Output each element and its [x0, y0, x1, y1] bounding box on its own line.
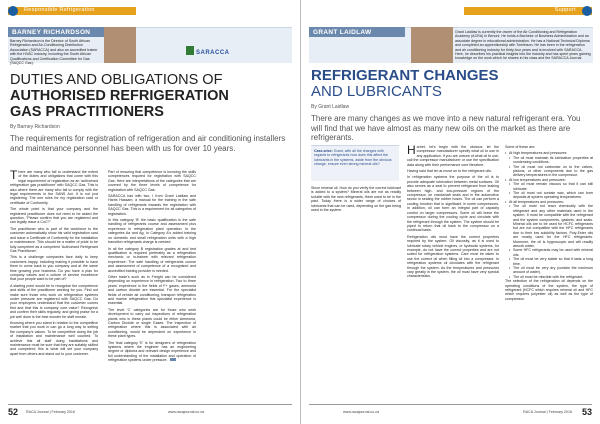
column-3: [204, 170, 290, 402]
footer-url[interactable]: www.racajournal.co.za: [343, 410, 379, 414]
author-header: GRANT LAIDLAW: [309, 27, 405, 37]
author-bio: Grant Laidlaw is currently the owner of the Air Conditioning and Refrigeration Academy (ACRA) in Benoni. He holds a Bachelor of Business Administration and an associate degree in educational administration. He has a National Technical Diploma and completed an apprenticeship with Tomlinson. He has been in the refrigeration and air conditioning industry for thirty-four years and is involved with SARACCA. Here, he describes his practical insights into the industry and has spent years gaining knowledge on the work which he shares in his class and the SARACCA Journal.: [455, 30, 591, 61]
page-number: 53: [581, 407, 592, 417]
list-item: • The oil must be very stable so that it lasts a long time.: [505, 257, 593, 266]
byline: By Barney Richardson: [10, 124, 60, 130]
footer-publication: RACA Journal | February 2016: [523, 410, 572, 414]
paragraph: In refrigeration systems the purpose of the oil is to provide adequate lubrication between metal surfaces. Oil also serves as a seal to prevent refrigerant from leaking between high- and low-pressure regions of the compressor, on crankshaft seals and in the automotive sector in sealing the rubber hoses. The oil can perform a cooling function that is significant in some compressors. In addition, oil can form an integral part of capacity control on larger compressors. Some oil will leave the compressor during the cooling cycle and circulate with the refrigerant through the system. The system should be piped to return that oil back to the compressor on a continual basis.: [407, 175, 499, 233]
title-line-2: AND LUBRICANTS: [311, 83, 442, 100]
list-item: • The oil must maintain its lubrication properties at condensing conditions.: [505, 156, 593, 165]
section-label: Support: [554, 7, 576, 13]
list-item: • At low temperatures and pressures:: [505, 178, 593, 182]
page-number: 52: [8, 407, 19, 417]
title-line-3: GAS PRACTITIONERS: [10, 104, 164, 120]
title-line-2: AUTHORISED REFRIGERATION: [10, 88, 229, 104]
paragraph: Knowing where you stand in relation to the competitive market that you work in can go a long way to setting the company's values. To be competitive doing the job of installation and maintenance well counted. To achieve this all staff doing installations and maintenance must be sure that they are suitably skilled and competent; this is what will set your company apart from others and stand out to your customer.: [10, 321, 98, 356]
column-3: [505, 145, 593, 403]
list-item: • The oil must not carbonise on to the valves, pistons, or other components due to the gas delivery temperatures in the compressor.: [505, 165, 593, 178]
paragraph: The selection of the refrigeration oil depends on the operating conditions of the system, the type of refrigerant (HCFC which requires mineral oil and HFC which requires polyester oil) as well as the type of compressor.: [505, 279, 593, 301]
footer-publication: RACA Journal | February 2016: [26, 410, 75, 414]
author-bio: Barney Richardson is the Director of South African Refrigeration and Air-Conditioning Distribution Association (SARACCA) and also an accredited trainer with the HVAC industry, including the South African Qualifications and Certification Committee for Gas (SAQCC Gas).: [10, 39, 98, 66]
column-2: [407, 145, 499, 403]
paragraph: A starting point would be to recognise the competence and skills of the practitioner working for you. Find out make sure those who work on refrigeration systems under pressure are registered with SAQCC Gas. Do your employees understand that the customer comes first and that this is company core value? Recognise and confirm their skills regularly, and giving praise for a job well done is the best wonder for staff morale.: [10, 283, 98, 319]
section-label: Responsible Refrigeration: [24, 7, 95, 13]
title-line-1: DUTIES AND OBLIGATIONS OF: [10, 72, 223, 88]
question-text: Grant, with all the changes with regards to refrigerants how does this affect the lubricants in the systems, aside from the obvious change, ensure even strong mineral oils?: [314, 149, 392, 167]
drop-cap: T: [10, 168, 18, 182]
standfirst: The requirements for registration of refrigeration and air conditioning installers and maintenance personnel has been with us for over 10 years.: [10, 134, 286, 153]
page-footer: [8, 404, 292, 418]
paragraph: Part of ensuring that competence is knowing the skills competences required for registration with SAQCC Gas. Here are interpretations of the categories that are covered by the three levels of competence for registration with SAQCC Gas.: [108, 170, 196, 192]
list-item: • Some HFC refrigerants may be used with mineral oils.: [505, 248, 593, 257]
author-portrait: [104, 27, 136, 63]
question-box: [311, 145, 399, 181]
question-label: Case-wise:: [314, 149, 333, 153]
column-2: [108, 170, 196, 402]
paragraph: The whole point is that your company and the registered practitioner does not need to be asked the question, "Please confirm that you are registered and can legally issue a CoC?": [10, 207, 98, 225]
author-header: BARNEY RICHARDSON: [8, 27, 104, 37]
brand-label: SARACCA: [196, 50, 230, 56]
paragraph: Some of these are:: [505, 145, 536, 149]
raca-logo-icon: [582, 6, 592, 16]
list-item: • At high temperatures and pressures:: [505, 151, 593, 155]
saracca-logo-icon: [186, 46, 194, 55]
paragraph: Other trade's such as in Freight can be considered depending on experience in refrigeration. Two to three years' experience in the fields of F+ gases, ammonia and carbon dioxide are essential. For the specialist fields of vehicle air conditioning, transport refrigeration and marine refrigeration this specialist experience is essential.: [108, 274, 196, 306]
column-1: [10, 170, 98, 402]
footer-url[interactable]: www.racajournal.co.za: [168, 410, 204, 414]
author-portrait: [411, 27, 453, 63]
oil-requirements-list: [505, 151, 593, 279]
paragraph: arriet, let's begin with the obvious: let the compressor manufacturer specify what oil to use in any application. If you are unsure of what oil to use, call the compressor manufacturer or use the specification data along with their performance core literature.: [407, 145, 499, 167]
raca-logo-icon: [8, 6, 18, 16]
paragraph: The final category 'E' is for designers of refrigeration systems where the engineer has an engineering degree or diploma and relevant design experience and full understanding of the installation and operation of refrigeration systems under pressure.: [108, 340, 196, 363]
article-title: [10, 72, 290, 120]
byline: By Grant Laidlaw: [311, 104, 350, 110]
title-line-1: REFRIGERANT CHANGES: [311, 67, 499, 84]
paragraph: The practitioner who is part of the workforce to the customer automatically show his valid registration card and issue a Certificate of Conformity for the installation or maintenance. This should be a matter of pride to be fully competent as a competent 'Authorised Refrigerant Gas Practitioner'.: [10, 226, 98, 253]
column-1: [311, 186, 401, 402]
paragraph: In all the category B registration grades at and test qualification is required preferably as a refrigeration mechanic or in-trainee with relevant refrigeration experience. The safe handling of refrigerants course and assessment of competence of a recognised and accredited training provider is needed.: [108, 246, 196, 273]
paragraph: SARACCA has with two, I from Grant Laidlaw and Harris Hassam, a manual for the training in the safe handling of refrigerants towards the registration with SAQCC Gas. This is a requirement for all categories of registration.: [108, 194, 196, 216]
list-item: • The oil must not contain wax, which can form deposits at system operating temperatures.: [505, 191, 593, 200]
article-title: [311, 68, 591, 100]
right-page: [300, 0, 600, 424]
paragraph: Since mineral oil. How do you verify the correct lubricant is added to a system? Mineral oils are not as readily soluble with the new refrigerants, there used to be in the past. Today there is a wider range of choices of lubricants that can be used, depending on the gas being used in the system.: [311, 186, 401, 213]
list-item: • At all temperatures and pressures:: [505, 200, 593, 204]
paragraph: here are many who fail to understand the extent of the duties and obligations that come with this legal requirement of registration as an 'authorised refrigeration gas practitioner' with SAQCC Gas. This is also where there are many who fail to comply with the legal requirements in the SANS Act. It is not just registering. The one rules for my registration card or certificate of Conformity.: [10, 170, 98, 205]
list-item: • The oil must be miscible with the refrigerant.: [505, 275, 593, 279]
paragraph: The level 'C' categories are for those who seek development to carry out inspections of refrigeration plants who in these plants could be either Ammonia, Carbon Dioxide or single Gases. The inspection of refrigeration where this is associated with air conditioning, would be dependent on experience in these plant types.: [108, 307, 196, 339]
paragraph: Having said that let us move on to the refrigerant oils.: [407, 169, 492, 174]
paragraph: This is a challenge companies face daily to keep customers happy, including making it possible to have them to come back to you company and at the same time growing your business. Do you have a plan for company values and a culture of service excellence that your people want to be part of?: [10, 255, 98, 282]
paragraph: In this category 'B' the basic qualification is the safe handling of refrigerants course and assessment plus experience in refrigeration plant operation. In the categories Aa and Ag, in Category A's added training on domestic and small refrigeration units with a high transition refrigerants charge is needed.: [108, 218, 196, 245]
list-item: • The oil must not react chemically with the refrigerant and any other materials used in the system. It must be compatible with the refrigerant and the system components, gaskets, and seals. Mineral oils are to be used for HCFC refrigerants but are not compatible with the HFC refrigerants due to their low solubility factors. Poly-Ester oils are mostly used for the HFC refrigerants. Moreover, the oil is hygroscopic and will readily absorb water.: [505, 204, 593, 248]
page-footer: [309, 404, 592, 418]
paragraph: Refrigeration oils must have the correct properties required by the system. Oil viscosity, as it is used to lubricate rotary vehicle engines, or hydraulic systems, for example, do not have the correct properties and are not suited for refrigeration systems. Care must be taken to use the correct oil when filling oil into a compressor. In refrigeration systems oil circulates with the refrigerant through the system. As the temperatures and pressures vary greatly in the system, the oil must have very special characteristics.: [407, 234, 499, 279]
list-item: • The oil must remain viscous so that it can still lubricate.: [505, 182, 593, 191]
drop-cap: H: [407, 143, 416, 157]
standfirst: There are many changes as we move into a new natural refrigerant era. You will find that we have almost as many new oils on the market as there are refrigerants.: [311, 114, 581, 143]
end-mark-icon: [170, 358, 176, 361]
list-item: • The oil must be very dry (contain the minimum amount of water).: [505, 266, 593, 275]
